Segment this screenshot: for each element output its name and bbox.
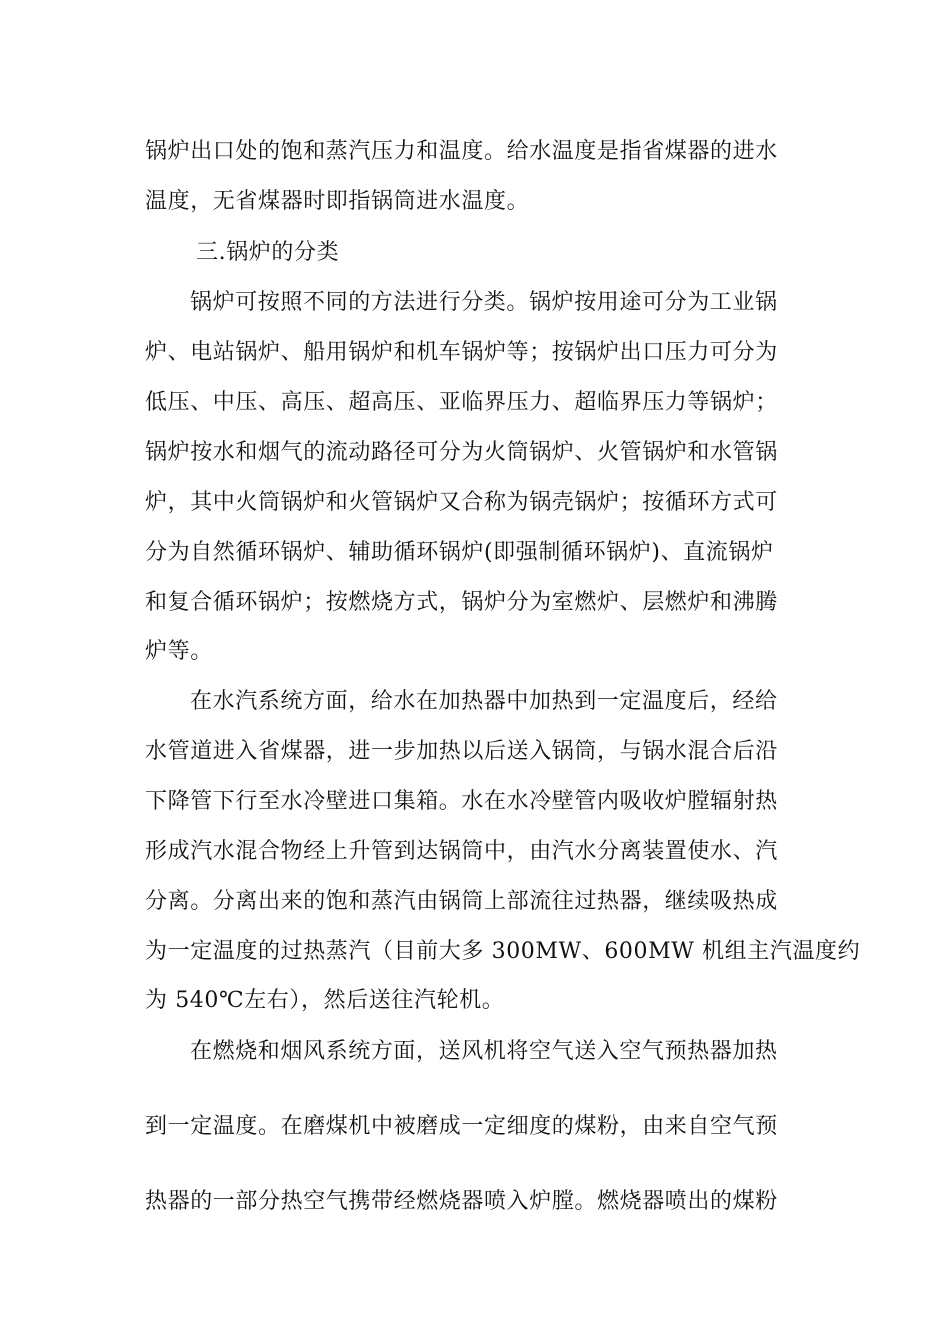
text-line: 低压、中压、高压、超高压、亚临界压力、超临界压力等锅炉； (145, 390, 778, 415)
text-line: 在燃烧和烟风系统方面，送风机将空气送入空气预热器加热 (190, 1039, 778, 1064)
text-line: 温度，无省煤器时即指锅筒进水温度。 (145, 189, 530, 214)
text-line: 热器的一部分热空气携带经燃烧器喷入炉膛。燃烧器喷出的煤粉 (145, 1189, 778, 1214)
text-line: 锅炉可按照不同的方法进行分类。锅炉按用途可分为工业锅 (190, 290, 778, 315)
text-line: 在水汽系统方面，给水在加热器中加热到一定温度后，经给 (190, 689, 778, 714)
text-line: 水管道进入省煤器，进一步加热以后送入锅筒，与锅水混合后沿 (145, 739, 778, 764)
text-line: 下降管下行至水冷壁进口集箱。水在水冷壁管内吸收炉膛辐射热 (145, 789, 778, 814)
text-line: 和复合循环锅炉；按燃烧方式，锅炉分为室燃炉、层燃炉和沸腾 (145, 590, 778, 615)
text-line: 形成汽水混合物经上升管到达锅筒中，由汽水分离装置使水、汽 (145, 839, 778, 864)
text-line: 炉、电站锅炉、船用锅炉和机车锅炉等；按锅炉出口压力可分为 (145, 340, 778, 365)
text-line: 为一定温度的过热蒸汽（目前大多 300MW、600MW 机组主汽温度约 (145, 939, 861, 964)
text-line: 分离。分离出来的饱和蒸汽由锅筒上部流往过热器，继续吸热成 (145, 889, 778, 914)
section-heading: 三.锅炉的分类 (196, 240, 340, 265)
text-line: 分为自然循环锅炉、辅助循环锅炉(即强制循环锅炉)、直流锅炉 (145, 540, 774, 565)
text-line: 为 540℃左右），然后送往汽轮机。 (145, 988, 505, 1013)
text-line: 锅炉出口处的饱和蒸汽压力和温度。给水温度是指省煤器的进水 (145, 139, 778, 164)
text-line: 炉，其中火筒锅炉和火管锅炉又合称为锅壳锅炉；按循环方式可 (145, 490, 778, 515)
text-line: 到一定温度。在磨煤机中被磨成一定细度的煤粉，由来自空气预 (145, 1114, 778, 1139)
text-line: 锅炉按水和烟气的流动路径可分为火筒锅炉、火管锅炉和水管锅 (145, 440, 778, 465)
text-line: 炉等。 (145, 639, 213, 664)
